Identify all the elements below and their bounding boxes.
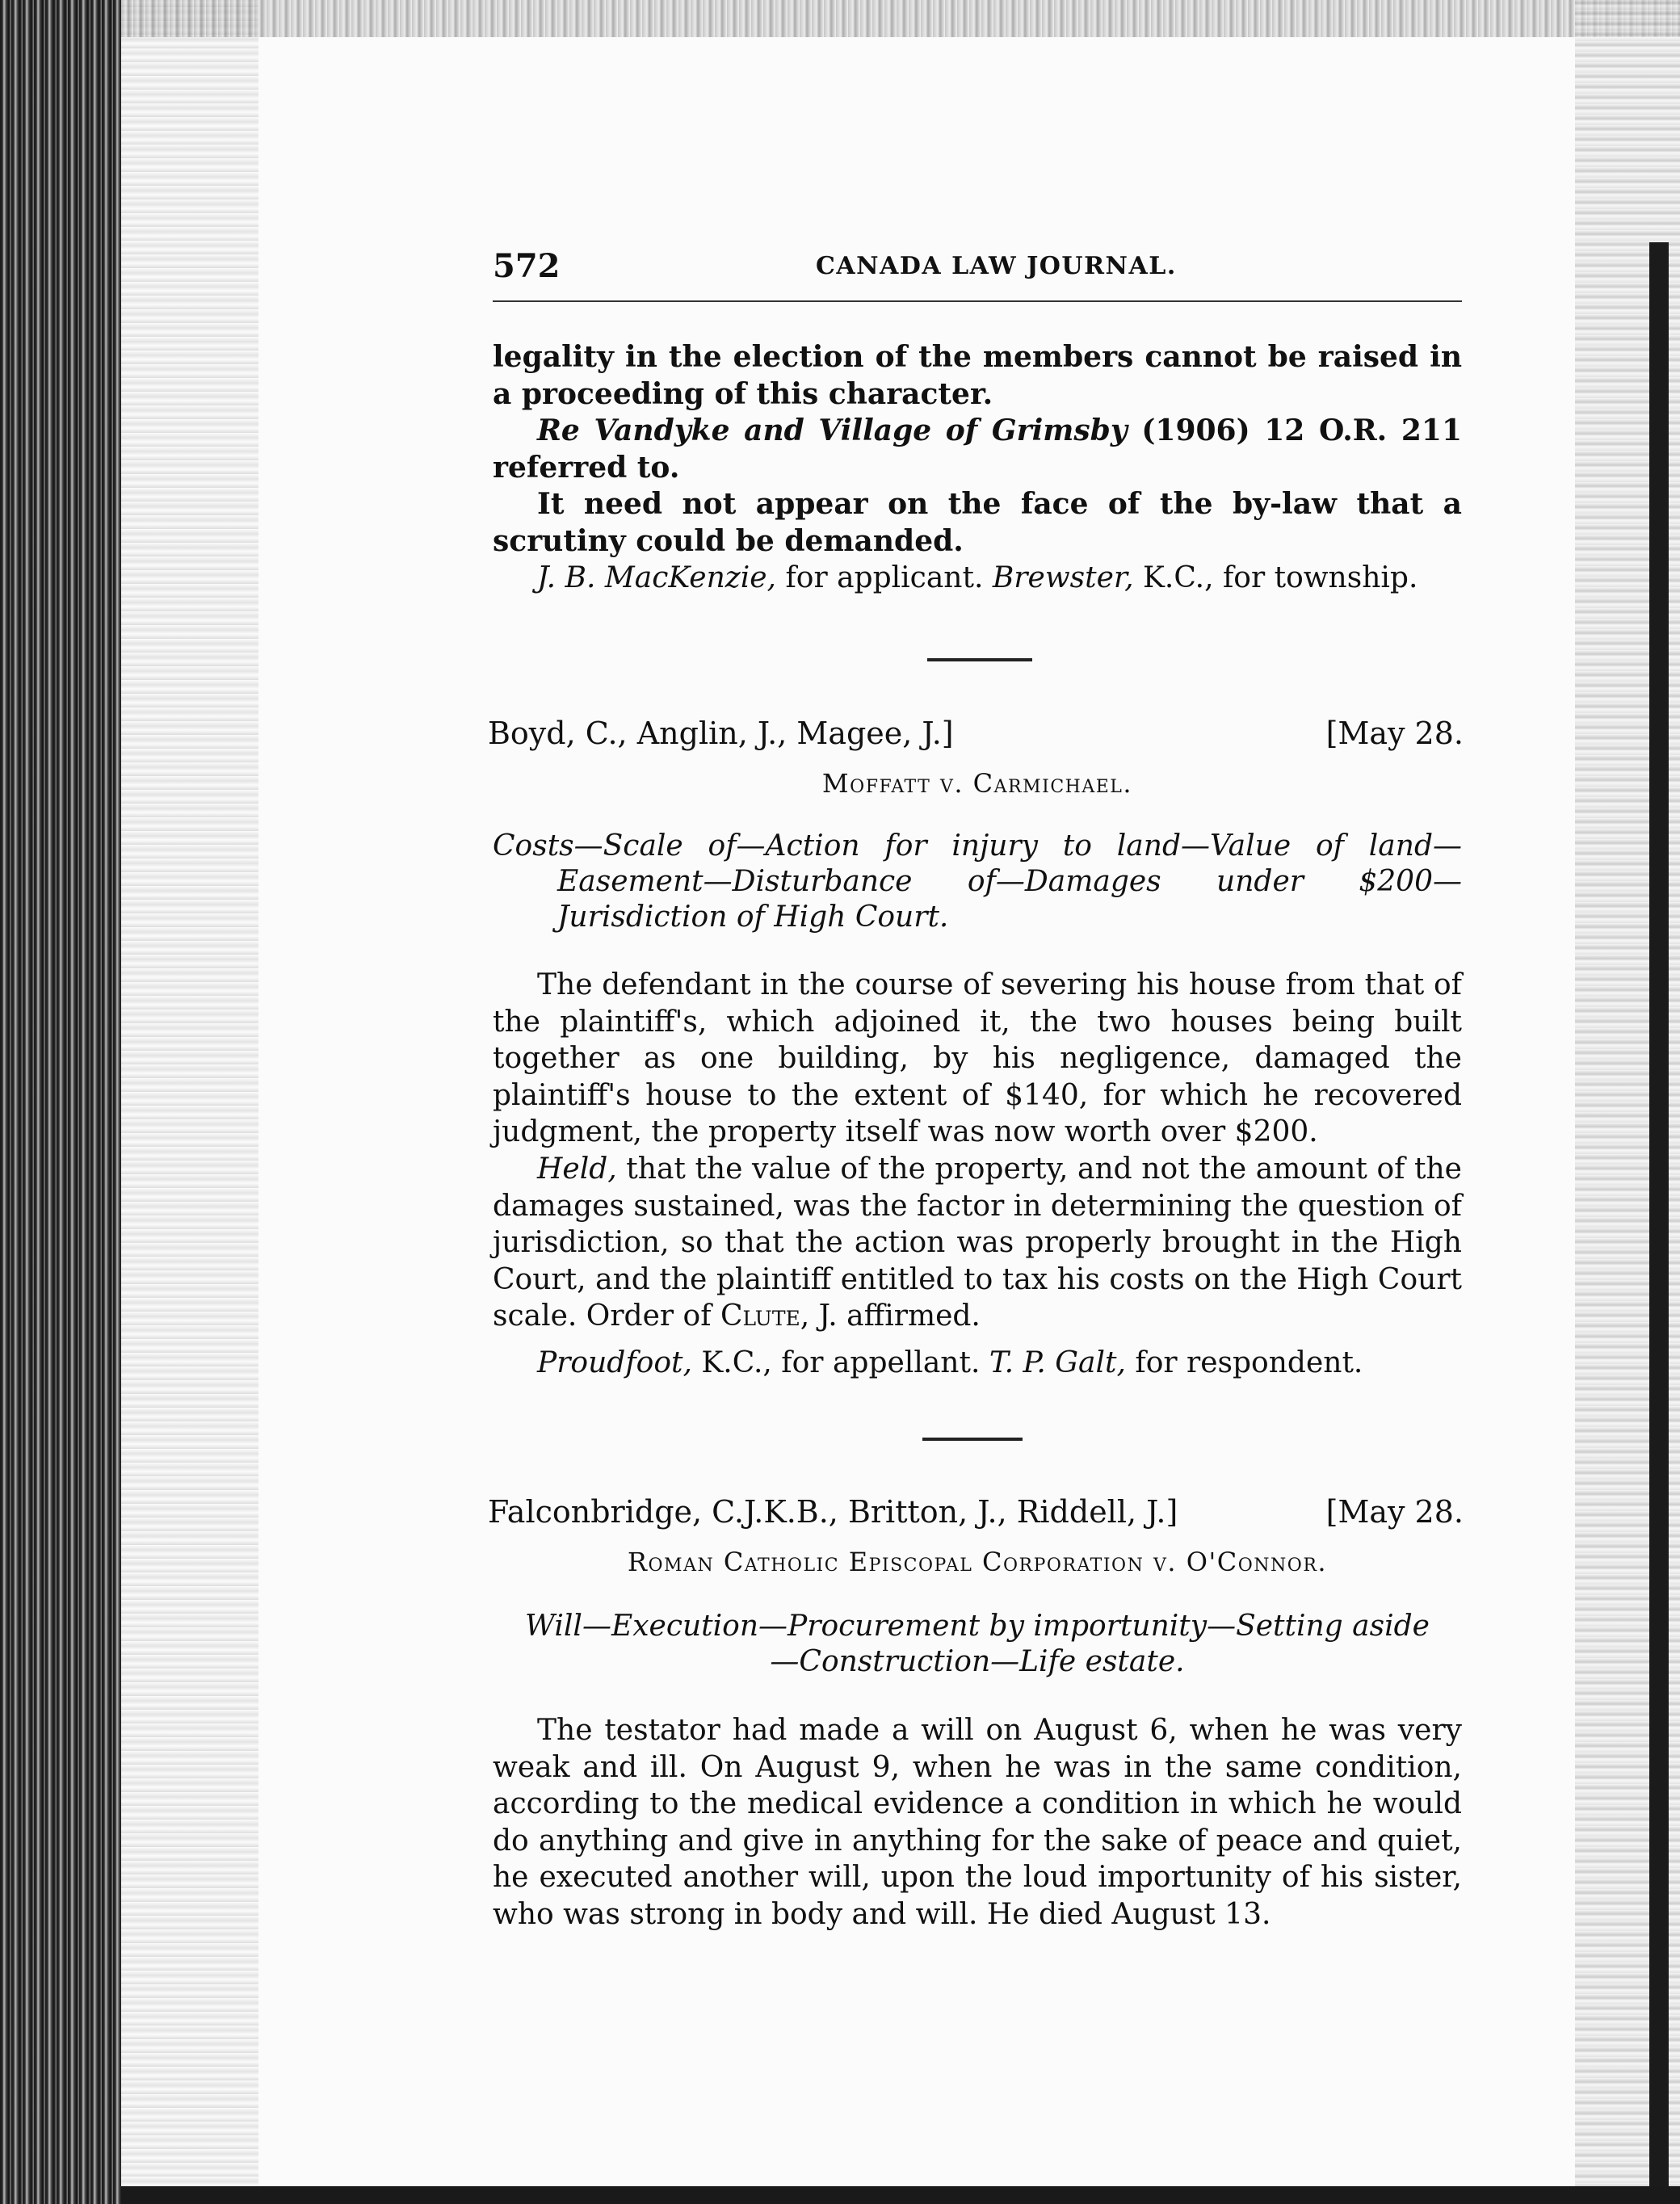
counsel-name: J. B. MacKenzie, (537, 561, 776, 594)
counsel-role: for respondent. (1125, 1346, 1363, 1379)
headnote-text: Costs—Scale of—Action for injury to land—Value of land—Easement—Disturbance of—Damages under $200—Jurisdiction of High Court. (493, 829, 1462, 934)
bench-line-2 (488, 1492, 1464, 1531)
counsel-line-2 (493, 1345, 1462, 1382)
running-head: CANADA LAW JOURNAL. (816, 252, 1177, 280)
held-text: that the value of the property, and not the amount of the damages sustained, was the factor in determining the question of jurisdiction, so that the action was properly brought in the High Court, and the plaintiff entitled to tax his costs on the High Court scale. Order of (493, 1152, 1462, 1333)
gutter-shadow (121, 0, 258, 2204)
case-title-2: Roman Catholic Episcopal Corporation v. O'Connor. (627, 1547, 1328, 1577)
paragraph-legality: legality in the election of the members cannot be raised in a proceeding of this character. (493, 340, 1462, 411)
counsel-role: for applicant. (776, 561, 993, 594)
counsel-name: T. P. Galt, (989, 1346, 1126, 1379)
book-binding-gutter (0, 0, 121, 2204)
bench-judges: Boyd, C., Anglin, J., Magee, J.] (488, 716, 954, 751)
bench-judges: Falconbridge, C.J.K.B., Britton, J., Riddell, J.] (488, 1494, 1178, 1530)
decision-date: [May 28. (1325, 1494, 1464, 1530)
paragraph-case-reference (493, 413, 1462, 486)
header-rule (493, 300, 1462, 302)
bench-line-1 (488, 714, 1464, 753)
case-reference-name: Re Vandyke and Village of Grimsby (537, 414, 1128, 447)
section-separator (922, 1438, 1023, 1441)
right-edge-shadow (1649, 242, 1669, 2204)
bottom-page-edge (121, 2186, 1680, 2204)
page-number: 572 (493, 247, 561, 285)
held-judge: Clute (720, 1299, 800, 1333)
case-title-1: Moffatt v. Carmichael. (821, 768, 1133, 799)
held-end: , J. affirmed. (800, 1299, 981, 1333)
decision-date: [May 28. (1325, 716, 1464, 751)
counsel-role: K.C., for appellant. (691, 1346, 989, 1379)
headnote-1 (493, 829, 1462, 935)
case-reference-citation: (1906) 12 O.R. 211 referred to. (493, 414, 1462, 485)
counsel-name: Brewster, (992, 561, 1134, 594)
paragraph-facts-1: The defendant in the course of severing his house from that of the plaintiff's, which adjoined it, the two houses being built together as one building, by his negligence, damaged the plaintiff's house to the extent of $140, for which he recovered judgment, the property itself was now worth over $200. (493, 968, 1462, 1148)
section-separator (927, 658, 1032, 661)
counsel-name: Proudfoot, (537, 1346, 692, 1379)
paragraph-facts-2: The testator had made a will on August 6, when he was very weak and ill. On August 9, when he was in the same condition, according to the medical evidence a condition in which he would do anything and give in anything for the sake of peace and quiet, he executed another will, upon the loud importunity of his sister, who was strong in body and will. He died August 13. (493, 1714, 1462, 1931)
paragraph-scrutiny: It need not appear on the face of the by-law that a scrutiny could be demanded. (493, 487, 1462, 558)
held-label: Held, (537, 1152, 617, 1186)
headnote-2: Will—Execution—Procurement by importunity—Setting aside—Construction—Life estate. (525, 1610, 1430, 1678)
top-page-edge (121, 0, 1680, 37)
counsel-line-1 (493, 560, 1462, 597)
counsel-role: K.C., for township. (1133, 561, 1418, 594)
paragraph-held (493, 1151, 1462, 1335)
